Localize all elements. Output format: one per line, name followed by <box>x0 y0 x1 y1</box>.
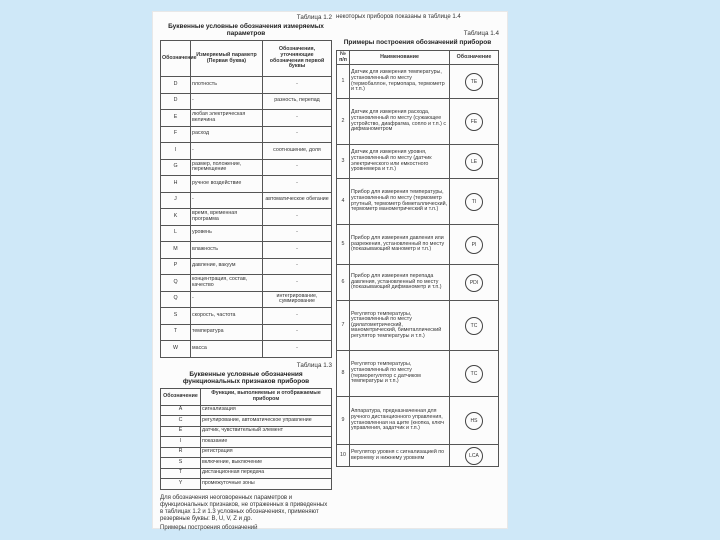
t12-cell-param: размер, положение, перемещение <box>191 159 263 176</box>
t12-cell-param: - <box>191 291 263 308</box>
t14-cell-num: 1 <box>337 65 350 99</box>
t12-row <box>161 192 332 209</box>
instrument-bubble-symbol: LCA <box>465 447 483 465</box>
t12-cell-refine: - <box>263 324 332 341</box>
table-1-3 <box>160 388 332 490</box>
t12-cell-refine: - <box>263 308 332 325</box>
instrument-bubble-symbol: TI <box>465 193 483 211</box>
t14-cell-num: 3 <box>337 145 350 179</box>
t13-row <box>161 468 332 479</box>
t12-cell-code: Q <box>161 291 191 308</box>
t14-cell-name: Регулятор температуры, установленный по месту (дилатометрический, манометрический, биметаллический регулятор температуры и т.п.) <box>350 301 450 351</box>
intro-line: некоторых приборов показаны в таблице 1.4 <box>336 14 461 20</box>
table-1-4 <box>336 50 499 467</box>
instrument-bubble-symbol: TC <box>465 317 483 335</box>
t12-cell-code: H <box>161 176 191 193</box>
t12-cell-code: P <box>161 258 191 275</box>
t13-row <box>161 405 332 416</box>
t14-cell-symbol <box>450 265 499 301</box>
t12-row <box>161 93 332 110</box>
t12-cell-param: концентрация, состав, качество <box>191 275 263 292</box>
t12-cell-param: температура <box>191 324 263 341</box>
right-column <box>336 14 499 519</box>
t14-row <box>337 179 499 225</box>
t12-cell-code: T <box>161 324 191 341</box>
t12-row <box>161 143 332 160</box>
t13-head-code: Обозначение <box>161 388 201 405</box>
instrument-bubble-symbol: FE <box>465 113 483 131</box>
table-1-4-title: Примеры построения обозначений приборов <box>343 39 492 46</box>
t12-row <box>161 126 332 143</box>
t13-head-func: Функции, выполняемые и отображаемые прибором <box>201 388 332 405</box>
t14-cell-num: 7 <box>337 301 350 351</box>
t13-cell-func: показание <box>201 437 332 448</box>
t13-row <box>161 416 332 427</box>
t12-cell-param: - <box>191 93 263 110</box>
t12-cell-code: I <box>161 143 191 160</box>
t13-cell-func: дистанционная передача <box>201 468 332 479</box>
t14-cell-num: 4 <box>337 179 350 225</box>
t13-cell-func: регулирование, автоматическое управление <box>201 416 332 427</box>
t14-cell-symbol <box>450 145 499 179</box>
instrument-bubble-symbol: TC <box>465 365 483 383</box>
t12-cell-refine: - <box>263 176 332 193</box>
t13-cell-func: промежуточные зоны <box>201 479 332 490</box>
t13-cell-code: R <box>161 447 201 458</box>
t12-cell-param: влажность <box>191 242 263 259</box>
t12-cell-refine: - <box>263 242 332 259</box>
t14-row <box>337 301 499 351</box>
t12-cell-refine: - <box>263 209 332 226</box>
t12-cell-refine: разность, перепад <box>263 93 332 110</box>
t13-row <box>161 458 332 469</box>
reserve-letters-note: Для обозначения неоговоренных параметров и функциональных признаков, не отраженных в приведенных в таблицах 1.2 и 1.3 условных обозначениях, применяют резервные буквы: B, U, V, Z и др. <box>160 494 328 522</box>
t14-cell-symbol <box>450 397 499 445</box>
t13-row <box>161 447 332 458</box>
t13-row <box>161 426 332 437</box>
t13-cell-func: сигнализация <box>201 405 332 416</box>
t12-cell-refine: - <box>263 275 332 292</box>
t12-cell-code: K <box>161 209 191 226</box>
t12-cell-code: L <box>161 225 191 242</box>
t12-cell-code: J <box>161 192 191 209</box>
t12-cell-param: - <box>191 192 263 209</box>
t12-cell-code: Q <box>161 275 191 292</box>
t14-cell-num: 10 <box>337 445 350 467</box>
t12-cell-refine: - <box>263 110 332 127</box>
t14-cell-name: Датчик для измерения уровня, установленный по месту (датчик электрического или емкостного уровнемера и т.п.) <box>350 145 450 179</box>
t14-cell-num: 9 <box>337 397 350 445</box>
t14-cell-symbol <box>450 351 499 397</box>
t12-cell-code: M <box>161 242 191 259</box>
t14-row <box>337 99 499 145</box>
t14-row <box>337 397 499 445</box>
t12-row <box>161 308 332 325</box>
t14-cell-name: Регулятор температуры, установленный по месту (терморегулятор с датчиком температуры и т.п.) <box>350 351 450 397</box>
t12-cell-param: уровень <box>191 225 263 242</box>
t14-cell-num: 8 <box>337 351 350 397</box>
t13-row <box>161 479 332 490</box>
t13-cell-func: регистрация <box>201 447 332 458</box>
t12-row <box>161 275 332 292</box>
t12-row <box>161 341 332 358</box>
t12-cell-param: плотность <box>191 77 263 94</box>
t12-row <box>161 176 332 193</box>
t13-cell-code: Y <box>161 479 201 490</box>
t14-cell-num: 5 <box>337 225 350 265</box>
instrument-bubble-symbol: PDI <box>465 274 483 292</box>
t14-row <box>337 265 499 301</box>
t14-row <box>337 145 499 179</box>
instrument-bubble-symbol: LE <box>465 153 483 171</box>
t12-cell-code: D <box>161 93 191 110</box>
t14-head-name: Наименование <box>350 51 450 65</box>
t12-row <box>161 258 332 275</box>
t12-cell-refine: - <box>263 126 332 143</box>
t12-cell-param: расход <box>191 126 263 143</box>
t14-cell-name: Датчик для измерения температуры, установленный по месту (термобаллон, термопара, термометр и т.п.) <box>350 65 450 99</box>
t14-row <box>337 351 499 397</box>
t12-row <box>161 242 332 259</box>
table-1-2-number: Таблица 1.2 <box>296 14 332 21</box>
t14-cell-name: Прибор для измерения температуры, установленный по месту (термометр ртутный, термометр биметаллический, термометр манометрический и т.п.) <box>350 179 450 225</box>
instrument-bubble-symbol: TE <box>465 73 483 91</box>
t12-row <box>161 77 332 94</box>
t13-cell-code: T <box>161 468 201 479</box>
t12-cell-param: любая электрическая величина <box>191 110 263 127</box>
table-1-3-title: Буквенные условные обозначения функциональных признаков приборов <box>182 370 310 385</box>
instrument-bubble-symbol: PI <box>465 236 483 254</box>
t12-row <box>161 159 332 176</box>
t12-head-code: Обозначение <box>161 41 191 77</box>
left-column <box>160 14 332 531</box>
t12-head-refine: Обозначения, уточняющие обозначения первой буквы <box>263 41 332 77</box>
t12-cell-refine: соотношение, доля <box>263 143 332 160</box>
t12-cell-param: ручное воздействие <box>191 176 263 193</box>
t12-cell-param: время, временная программа <box>191 209 263 226</box>
t14-head-sym: Обозначение <box>450 51 499 65</box>
table-1-2 <box>160 40 332 358</box>
t12-head-param: Измеряемый параметр (Первая буква) <box>191 41 263 77</box>
t12-cell-refine: - <box>263 341 332 358</box>
t12-row <box>161 110 332 127</box>
t13-cell-code: E <box>161 426 201 437</box>
t13-cell-code: S <box>161 458 201 469</box>
t13-cell-code: A <box>161 405 201 416</box>
t12-cell-refine: автоматическое обегание <box>263 192 332 209</box>
t14-head-num: № п/п <box>337 51 350 65</box>
t14-row <box>337 225 499 265</box>
t14-cell-symbol <box>450 301 499 351</box>
t13-cell-func: включение, выключение <box>201 458 332 469</box>
t14-cell-symbol <box>450 99 499 145</box>
t12-cell-param: скорость, частота <box>191 308 263 325</box>
t12-cell-code: G <box>161 159 191 176</box>
t14-cell-name: Прибор для измерения перепада давления, установленный по месту (показывающий дифманометр и т.п.) <box>350 265 450 301</box>
t14-cell-num: 2 <box>337 99 350 145</box>
t12-cell-refine: - <box>263 159 332 176</box>
t12-cell-refine: - <box>263 258 332 275</box>
t13-cell-code: I <box>161 437 201 448</box>
t12-cell-code: F <box>161 126 191 143</box>
table-1-4-number: Таблица 1.4 <box>463 30 499 37</box>
t12-cell-refine: интегрирование, суммирование <box>263 291 332 308</box>
t14-cell-symbol <box>450 179 499 225</box>
table-1-2-title: Буквенные условные обозначения измеряемых параметров <box>168 23 324 37</box>
t12-cell-param: - <box>191 143 263 160</box>
t12-cell-refine: - <box>263 225 332 242</box>
t13-cell-func: датчик, чувствительный элемент <box>201 426 332 437</box>
t14-cell-num: 6 <box>337 265 350 301</box>
examples-line: Примеры построения обозначений <box>160 524 258 531</box>
t12-cell-refine: - <box>263 77 332 94</box>
t12-cell-param: давление, вакуум <box>191 258 263 275</box>
t14-cell-name: Датчик для измерения расхода, установленный по месту (сужающее устройство, диафрагма, сопло и т.п.) с дифманометром <box>350 99 450 145</box>
t13-cell-code: C <box>161 416 201 427</box>
t12-row <box>161 324 332 341</box>
t12-cell-code: D <box>161 77 191 94</box>
t14-cell-name: Регулятор уровня с сигнализацией по верхнему и нижнему уровням <box>350 445 450 467</box>
t14-cell-symbol <box>450 445 499 467</box>
t12-row <box>161 209 332 226</box>
t12-cell-code: W <box>161 341 191 358</box>
t12-cell-code: S <box>161 308 191 325</box>
t14-cell-name: Аппаратура, предназначенная для ручного дистанционного управления, установленная на щите (кнопка, ключ управления, задатчик и т.п.) <box>350 397 450 445</box>
instrument-bubble-symbol: HS <box>465 412 483 430</box>
t12-cell-param: масса <box>191 341 263 358</box>
t14-row <box>337 65 499 99</box>
t12-cell-code: E <box>161 110 191 127</box>
t13-row <box>161 437 332 448</box>
t14-cell-name: Прибор для измерения давления или разрежения, установленный по месту (показывающий манометр и т.п.) <box>350 225 450 265</box>
t14-cell-symbol <box>450 225 499 265</box>
t12-row <box>161 291 332 308</box>
t14-row <box>337 445 499 467</box>
t12-row <box>161 225 332 242</box>
table-1-3-number: Таблица 1.3 <box>296 361 332 369</box>
t14-cell-symbol <box>450 65 499 99</box>
